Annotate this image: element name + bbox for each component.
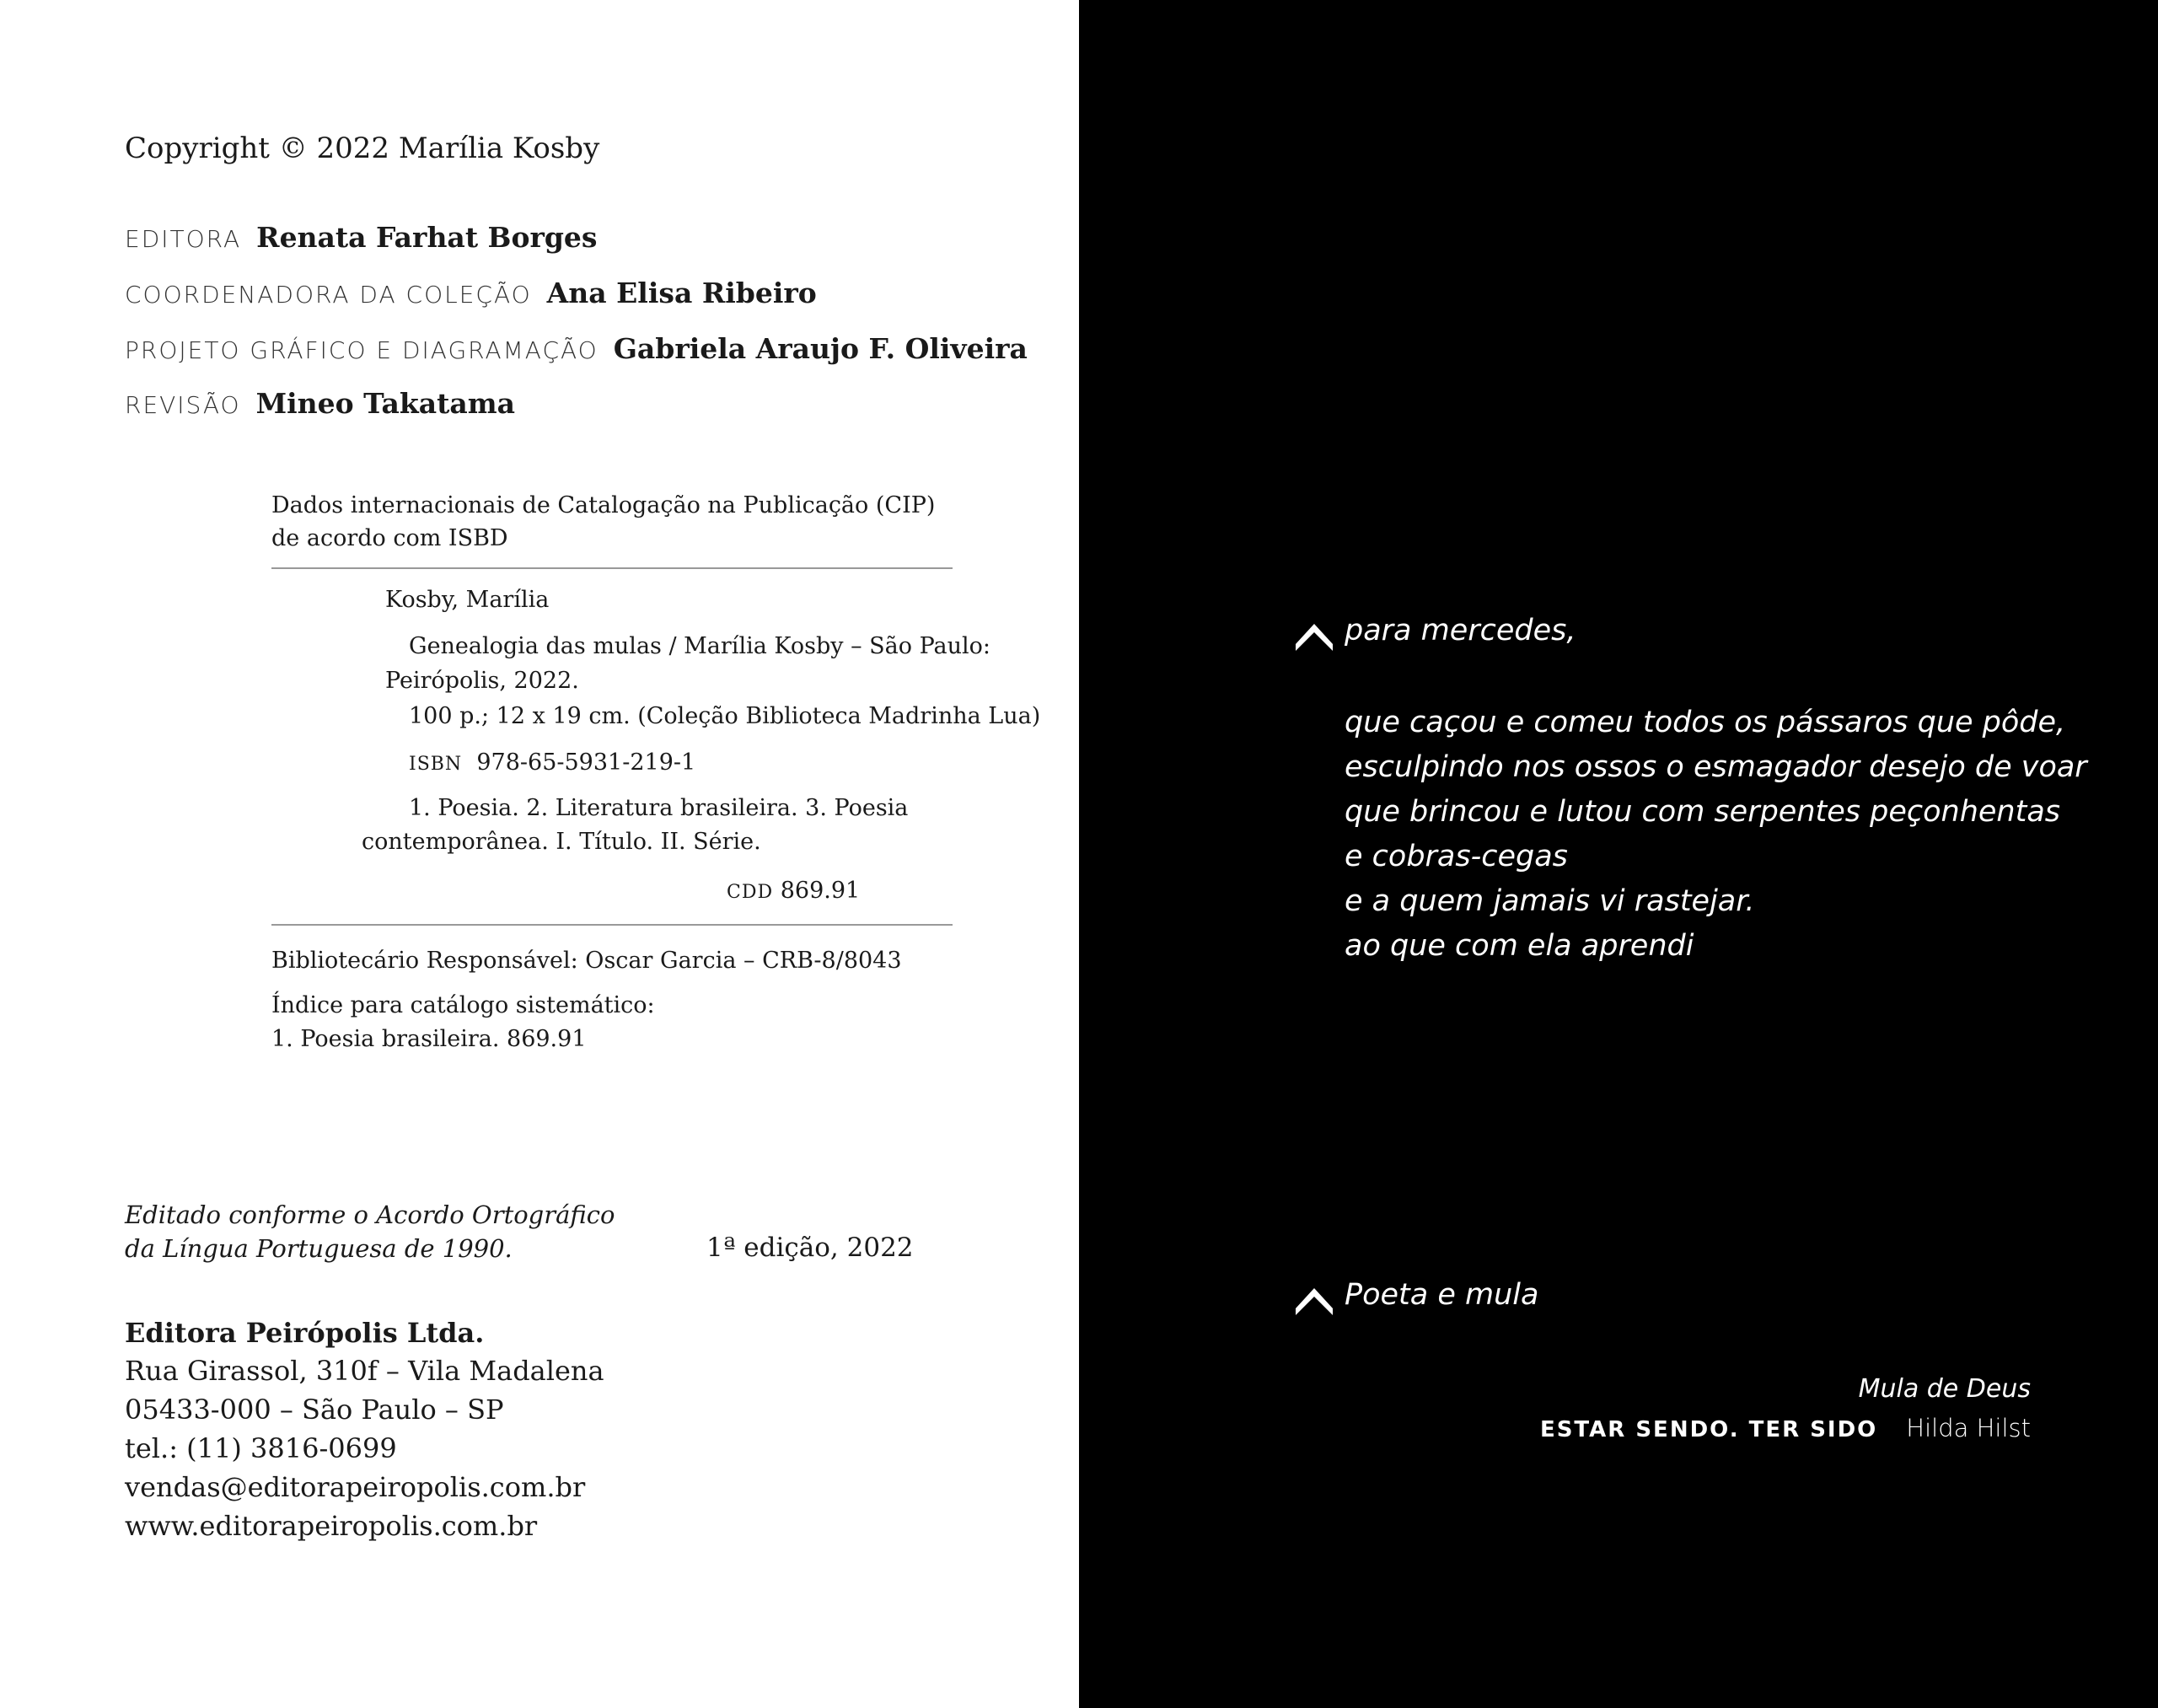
epigraph-source xyxy=(1540,1414,2031,1442)
dedication-line: ao que com ela aprendi xyxy=(1345,929,1694,963)
chevron-up-icon xyxy=(1296,1285,1333,1315)
chevron-up-icon xyxy=(1296,620,1333,651)
credit-role: PROJETO GRÁFICO E DIAGRAMAÇÃO xyxy=(125,336,599,364)
dedication-line: que brincou e lutou com serpentes peçonhentas xyxy=(1345,795,2061,829)
publisher-city: 05433-000 – São Paulo – SP xyxy=(125,1394,504,1426)
cip-index-line1: Índice para catálogo sistemático: xyxy=(271,992,655,1018)
publisher-street: Rua Girassol, 310f – Vila Madalena xyxy=(125,1355,604,1387)
credit-role: COORDENADORA DA COLEÇÃO xyxy=(125,281,532,309)
cip-author: Kosby, Marília xyxy=(385,587,550,613)
isbn-label: ISBN xyxy=(409,754,463,775)
cdd-label: CDD xyxy=(727,882,774,903)
cip-title-line2: Peirópolis, 2022. xyxy=(385,668,579,694)
credit-revision xyxy=(125,387,515,421)
publisher-email: vendas@editorapeiropolis.com.br xyxy=(125,1471,586,1503)
cip-header-line2: de acordo com ISBD xyxy=(271,525,508,551)
publisher-website: www.editorapeiropolis.com.br xyxy=(125,1510,538,1542)
cip-header-line1: Dados internacionais de Catalogação na Publicação (CIP) xyxy=(271,492,936,518)
credit-role: EDITORA xyxy=(125,225,242,253)
cip-librarian: Bibliotecário Responsável: Oscar Garcia – CRB-8/8043 xyxy=(271,948,902,974)
credit-name: Mineo Takatama xyxy=(255,387,516,420)
cip-top-rule xyxy=(271,567,953,569)
publisher-name: Editora Peirópolis Ltda. xyxy=(125,1317,485,1349)
cip-cdd xyxy=(727,878,860,904)
epigraph-poem-title: Mula de Deus xyxy=(1858,1374,2031,1404)
publisher-phone: tel.: (11) 3816-0699 xyxy=(125,1432,397,1464)
credit-role: REVISÃO xyxy=(125,391,241,419)
isbn-value: 978-65-5931-219-1 xyxy=(476,749,696,776)
orthography-note-line2: da Língua Portuguesa de 1990. xyxy=(125,1234,513,1263)
cip-bottom-rule xyxy=(271,924,953,926)
dedication-page xyxy=(1079,0,2158,1708)
cip-title-line1: Genealogia das mulas / Marília Kosby – São Paulo: xyxy=(409,633,991,659)
dedication-line: e a quem jamais vi rastejar. xyxy=(1345,884,1755,918)
dedication-line: e cobras-cegas xyxy=(1345,840,1568,873)
cip-index-line2: 1. Poesia brasileira. 869.91 xyxy=(271,1026,587,1052)
epigraph-author: Hilda Hilst xyxy=(1906,1414,2031,1442)
copyright-line: Copyright © 2022 Marília Kosby xyxy=(125,132,600,165)
cdd-value: 869.91 xyxy=(780,878,861,904)
epigraph-heading: Poeta e mula xyxy=(1345,1278,1539,1312)
dedication-heading: para mercedes, xyxy=(1345,614,1576,647)
cip-physical: 100 p.; 12 x 19 cm. (Coleção Biblioteca Madrinha Lua) xyxy=(409,703,1041,729)
dedication-line: que caçou e comeu todos os pássaros que pôde, xyxy=(1345,706,2066,739)
credit-name: Renata Farhat Borges xyxy=(256,221,598,254)
cip-subjects-line1: 1. Poesia. 2. Literatura brasileira. 3. Poesia xyxy=(409,795,909,821)
cip-isbn xyxy=(409,749,695,776)
epigraph-book: ESTAR SENDO. TER SIDO xyxy=(1539,1417,1878,1442)
edition-line: 1ª edição, 2022 xyxy=(706,1233,914,1263)
credit-editor xyxy=(125,221,598,255)
credit-design xyxy=(125,332,1028,366)
cip-subjects-line2: contemporânea. I. Título. II. Série. xyxy=(362,829,761,855)
dedication-line: esculpindo nos ossos o esmagador desejo de voar xyxy=(1345,750,2087,784)
orthography-note-line1: Editado conforme o Acordo Ortográfico xyxy=(125,1200,615,1229)
credit-coordinator xyxy=(125,277,817,310)
credit-name: Ana Elisa Ribeiro xyxy=(546,277,817,309)
credit-name: Gabriela Araujo F. Oliveira xyxy=(613,332,1028,365)
